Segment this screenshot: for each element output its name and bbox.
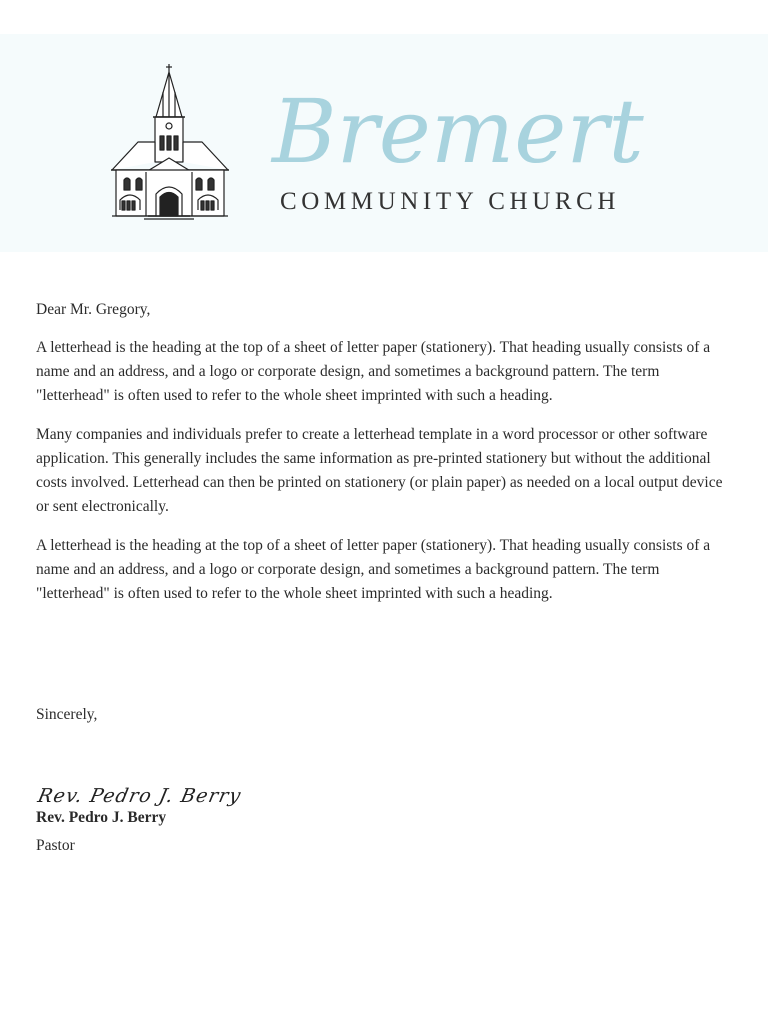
paragraph-1: A letterhead is the heading at the top of a sheet of letter paper (stationery). That heading usually consists of a name and an address, and a logo or corporate design, and sometimes a background pattern. The term "letterhead" is often used to refer to the whole sheet imprinted with such a heading. [36, 339, 711, 404]
signature-script: Rev. Pedro J. Berry [35, 784, 244, 807]
paragraph-2: Many companies and individuals prefer to create a letterhead template in a word processor or other software application. This generally includes the same information as pre-printed stationery but without the additional costs involved. Letterhead can then be printed on stationery (or plain paper) as needed on a local output device or sent electronically. [36, 426, 723, 515]
brand-logotype [272, 70, 652, 183]
salutation: Dear Mr. Gregory, [36, 301, 151, 318]
brand-subtitle: COMMUNITY CHURCH [280, 188, 621, 215]
signatory-title: Pastor [36, 837, 75, 854]
letter-body [36, 298, 726, 621]
handwritten-signature [34, 778, 244, 812]
brand-name: Bremert [272, 80, 644, 183]
signatory-name: Rev. Pedro J. Berry [36, 809, 167, 826]
church-icon [108, 62, 232, 222]
closing: Sincerely, [36, 706, 98, 723]
paragraph-3: A letterhead is the heading at the top of a sheet of letter paper (stationery). That heading usually consists of a name and an address, and a logo or corporate design, and sometimes a background pattern. The term "letterhead" is often used to refer to the whole sheet imprinted with such a heading. [36, 537, 711, 602]
